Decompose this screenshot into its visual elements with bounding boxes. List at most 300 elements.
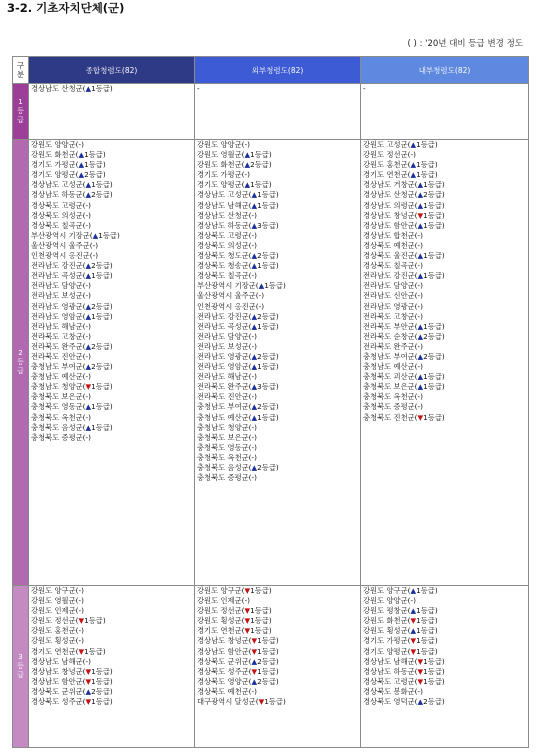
grade-change: (▼1등급) — [414, 666, 445, 676]
list-item — [363, 596, 528, 606]
grade-change: (▲1등급) — [248, 261, 279, 271]
entity-name: 경상남도 창녕군 — [197, 636, 249, 646]
grade-change: (▼1등급) — [407, 646, 438, 656]
entity-name: 경상북도 영양군 — [197, 676, 249, 686]
list-item — [197, 281, 360, 291]
entity-name: 강원도 화천군 — [363, 616, 408, 626]
grade-change: (▲2등급) — [82, 362, 113, 372]
grade1-external-cell — [195, 84, 361, 140]
list-item — [31, 596, 194, 606]
section-title: 3-2. 기초자치단체(군) — [7, 1, 125, 15]
entity-name: 경상북도 군위군 — [197, 656, 249, 666]
entity-name: 경기도 가평군 — [197, 170, 242, 180]
entity-name: 경기도 연천군 — [363, 170, 408, 180]
entity-name: 전라북도 진안군 — [31, 351, 83, 361]
grade-change: (▲1등급) — [82, 422, 113, 432]
entity-name: 경기도 양평군 — [31, 170, 76, 180]
entity-name: 강원도 양구군 — [31, 586, 76, 595]
entity-name: 전라남도 영광군 — [197, 351, 249, 361]
grade-change: (▲2등급) — [82, 686, 113, 696]
header-external-integrity — [195, 57, 361, 84]
grade2-overall-cell — [29, 140, 195, 586]
grade-change: (▲2등급) — [248, 463, 279, 472]
entity-name: 충청남도 부여군 — [31, 362, 83, 372]
grade-change: (▲2등급) — [248, 311, 279, 321]
entity-name: 경상남도 고성군 — [31, 180, 83, 190]
list-item — [31, 626, 194, 636]
grade-row-3 — [13, 586, 529, 748]
list-item — [31, 302, 194, 312]
list-item — [363, 150, 528, 160]
list-item — [31, 342, 194, 352]
grade-change: (-) — [414, 392, 423, 402]
grade-change: (▲1등급) — [407, 586, 438, 595]
grade-change: (▲2등급) — [82, 261, 113, 271]
grade-change: (▼1등급) — [75, 616, 106, 626]
entity-name: 경상북도 청도군 — [197, 251, 249, 261]
list-item — [31, 586, 194, 596]
list-item — [197, 636, 360, 646]
list-item — [197, 413, 360, 423]
grade-label-3: 3 등 급 — [13, 586, 29, 748]
entity-name: 전라남도 담양군 — [31, 281, 83, 291]
entity-name: 강원도 양구군 — [363, 586, 408, 595]
entity-name: 전라북도 완주군 — [197, 382, 249, 392]
grade2-overall-list — [29, 140, 194, 443]
grade-change: (▼1등급) — [248, 646, 279, 656]
grade-change: (-) — [248, 432, 257, 442]
list-item — [363, 606, 528, 616]
grade-change: (-) — [82, 220, 91, 230]
grade-change: (▲1등급) — [407, 170, 438, 180]
entity-name: 강원도 인제군 — [197, 596, 242, 606]
entity-name: 전라북도 부안군 — [363, 321, 415, 331]
list-item — [363, 241, 528, 251]
list-item — [363, 160, 528, 170]
entity-name: 전라남도 곡성군 — [197, 321, 249, 331]
entity-name: 강원도 화천군 — [31, 150, 76, 160]
grade-change: (-) — [414, 281, 423, 291]
grade-change: (▲1등급) — [407, 160, 438, 170]
grade-change: (-) — [248, 341, 257, 351]
grade-change: (▲1등급) — [414, 200, 445, 210]
grade-change: (-) — [407, 596, 416, 606]
grade-change: (▲1등급) — [82, 311, 113, 321]
list-item — [31, 201, 194, 211]
grade-change: (▲1등급) — [414, 382, 445, 392]
list-item — [31, 667, 194, 677]
grade-change: (-) — [414, 230, 423, 240]
list-item — [197, 291, 360, 301]
table-header-row — [13, 57, 529, 84]
grade2-external-cell — [195, 140, 361, 586]
entity-name: 경상북도 청송군 — [197, 261, 249, 271]
list-item — [363, 647, 528, 657]
list-item — [197, 392, 360, 402]
grade-change: (▲1등급) — [89, 230, 120, 240]
entity-name: 울산광역시 울주군 — [197, 291, 256, 301]
entity-name: 경상북도 의성군 — [197, 240, 249, 250]
entity-name: 경상남도 하동군 — [197, 220, 249, 230]
entity-name: 경상북도 고령군 — [31, 200, 83, 210]
entity-name: 전라남도 담양군 — [197, 331, 249, 341]
grade-label-1: 1 등 급 — [13, 84, 29, 140]
entity-name: 강원도 정선군 — [31, 616, 76, 626]
grade-change: (-) — [248, 686, 257, 696]
list-item — [197, 84, 360, 94]
grade-table — [12, 56, 529, 748]
entity-name: 충청북도 진천군 — [363, 412, 415, 422]
grade-change: (▼1등급) — [248, 666, 279, 676]
list-item — [363, 281, 528, 291]
grade-change: (▲1등급) — [248, 200, 279, 210]
entity-name: 경상북도 성주군 — [197, 666, 249, 676]
grade-change: (-) — [248, 372, 257, 382]
list-item — [197, 211, 360, 221]
entity-name: 충청북도 보은군 — [363, 382, 415, 392]
grade-change: (-) — [248, 422, 257, 432]
list-item — [363, 261, 528, 271]
list-item — [197, 402, 360, 412]
list-item — [197, 352, 360, 362]
grade3-internal-cell — [361, 586, 529, 748]
list-item — [31, 362, 194, 372]
grade-change: (-) — [82, 210, 91, 220]
grade-change: (▲2등급) — [248, 402, 279, 412]
grade-change: (-) — [82, 321, 91, 331]
list-item — [197, 606, 360, 616]
list-item — [363, 392, 528, 402]
grade-change: (▲1등급) — [82, 84, 113, 93]
grade-change: (-) — [248, 271, 257, 281]
list-item — [31, 402, 194, 412]
entity-name: 경상북도 의성군 — [31, 210, 83, 220]
list-item — [31, 423, 194, 433]
list-item — [197, 667, 360, 677]
list-item — [31, 647, 194, 657]
list-item — [363, 251, 528, 261]
list-item — [363, 372, 528, 382]
grade-change: (▲1등급) — [414, 220, 445, 230]
list-item — [197, 322, 360, 332]
grade-change: (▲1등급) — [82, 180, 113, 190]
grade-change: (-) — [414, 261, 423, 271]
list-item — [197, 423, 360, 433]
grade2-internal-cell — [361, 140, 529, 586]
grade-change: (▼1등급) — [82, 676, 113, 686]
entity-name: 경상남도 산청군 — [31, 84, 83, 93]
entity-name: 강원도 영월군 — [31, 596, 76, 606]
entity-name: 충청북도 보은군 — [197, 432, 249, 442]
entity-name: 경상북도 울진군 — [363, 251, 415, 261]
grade-change: (-) — [75, 636, 84, 646]
entity-name: 인천광역시 옹진군 — [197, 301, 256, 311]
entity-name: 충청남도 청양군 — [31, 382, 83, 392]
list-item — [363, 402, 528, 412]
entity-name: 경상북도 군위군 — [31, 686, 83, 696]
list-item — [31, 271, 194, 281]
list-item — [197, 362, 360, 372]
grade-change: (-) — [414, 311, 423, 321]
list-item — [197, 180, 360, 190]
grade-change: (-) — [248, 473, 257, 483]
entity-name: 경상북도 봉화군 — [363, 686, 415, 696]
list-item — [31, 150, 194, 160]
grade-change: (▼1등급) — [241, 606, 272, 616]
grade-change: (▼1등급) — [82, 697, 113, 707]
grade-change: (▲1등급) — [407, 626, 438, 636]
entity-name: 경상남도 합천군 — [363, 230, 415, 240]
list-item — [197, 261, 360, 271]
list-item — [197, 241, 360, 251]
grade-change: (-) — [82, 392, 91, 402]
list-item — [363, 616, 528, 626]
entity-name: 충청북도 음성군 — [197, 463, 249, 472]
list-item — [197, 342, 360, 352]
grade-change: (▲2등급) — [82, 301, 113, 311]
grade-change: (▼1등급) — [241, 586, 272, 595]
list-item — [31, 636, 194, 646]
grade1-internal-cell — [361, 84, 529, 140]
list-item — [31, 677, 194, 687]
list-item — [197, 170, 360, 180]
list-item — [363, 342, 528, 352]
grade-change: (▲3등급) — [248, 220, 279, 230]
grade-change: (-) — [414, 341, 423, 351]
grade-change: (▼1등급) — [407, 636, 438, 646]
entity-name: 전라남도 영암군 — [197, 362, 249, 372]
entity-name: 충청남도 부여군 — [363, 351, 415, 361]
entity-name: 경상남도 함안군 — [31, 676, 83, 686]
list-item — [31, 433, 194, 443]
list-item — [197, 221, 360, 231]
entity-name: 전라북도 완주군 — [31, 341, 83, 351]
grade-change: (▲2등급) — [241, 160, 272, 170]
entity-name: 경상북도 고령군 — [363, 676, 415, 686]
entity-name: 전라남도 영암군 — [31, 311, 83, 321]
grade-change: (▲1등급) — [407, 140, 438, 149]
grade-change: (▼1등급) — [255, 697, 286, 707]
grade-change: (▲1등급) — [82, 271, 113, 281]
grade-change: (▼1등급) — [241, 616, 272, 626]
list-item — [31, 221, 194, 231]
entity-name: 경상북도 예천군 — [197, 686, 249, 696]
entity-name: 강원도 고성군 — [363, 140, 408, 149]
list-item — [363, 362, 528, 372]
list-item — [197, 201, 360, 211]
grade-change: (▲1등급) — [414, 180, 445, 190]
grade-change: (▲1등급) — [241, 150, 272, 160]
list-item — [363, 352, 528, 362]
entity-name: 경상북도 칠곡군 — [31, 220, 83, 230]
list-item — [31, 697, 194, 707]
list-item — [363, 667, 528, 677]
grade-change: (▲1등급) — [414, 271, 445, 281]
entity-name: 경기도 양평군 — [197, 180, 242, 190]
list-item — [31, 413, 194, 423]
list-item — [197, 677, 360, 687]
list-item — [197, 251, 360, 261]
list-item — [31, 241, 194, 251]
entity-name: 전라남도 해남군 — [31, 321, 83, 331]
entity-name: 전라북도 순창군 — [363, 331, 415, 341]
list-item — [31, 616, 194, 626]
grade-row-2 — [13, 140, 529, 586]
entity-name: 강원도 정선군 — [197, 606, 242, 616]
grade-change: (-) — [414, 301, 423, 311]
entity-name: 전라북도 고창군 — [31, 331, 83, 341]
grade3-overall-cell — [29, 586, 195, 748]
entity-name: 경상남도 하동군 — [31, 190, 83, 200]
entity-name: 충청남도 예산군 — [197, 412, 249, 422]
grade1-external-list — [195, 84, 360, 94]
grade-change: (-) — [82, 432, 91, 442]
grade-change: (-) — [407, 150, 416, 160]
grade-change: (▼1등급) — [407, 616, 438, 626]
list-item — [197, 687, 360, 697]
grade-change: (▲1등급) — [255, 281, 286, 291]
grade-change: (▲2등급) — [414, 697, 445, 707]
grade-change: (▲2등급) — [82, 190, 113, 200]
entity-name: 강원도 양양군 — [31, 140, 76, 149]
grade-change: (▲1등급) — [407, 606, 438, 616]
list-item — [31, 372, 194, 382]
grade-change: (▲1등급) — [241, 180, 272, 190]
grade-change: (-) — [82, 351, 91, 361]
grade-change: (▲1등급) — [248, 362, 279, 372]
list-item — [363, 312, 528, 322]
grade-change: (-) — [414, 686, 423, 696]
entity-name: 경기도 연천군 — [197, 626, 242, 636]
entity-name: 경상남도 남해군 — [31, 656, 83, 666]
entity-name: 부산광역시 기장군 — [197, 281, 256, 291]
entity-name: 경상북도 예천군 — [363, 240, 415, 250]
entity-name: - — [197, 84, 200, 93]
entity-name: 강원도 횡성군 — [31, 636, 76, 646]
grade-change: (▼1등급) — [414, 676, 445, 686]
entity-name: 경기도 가평군 — [363, 636, 408, 646]
list-item — [363, 413, 528, 423]
entity-name: 경상남도 산청군 — [363, 190, 415, 200]
header-col3-label: 내부청렴도(82) — [418, 65, 471, 75]
grade-change: (-) — [82, 281, 91, 291]
header-col2-label: 외부청렴도(82) — [251, 65, 304, 75]
list-item — [31, 291, 194, 301]
entity-name: 전라남도 영광군 — [363, 301, 415, 311]
list-item — [363, 677, 528, 687]
list-item — [363, 231, 528, 241]
entity-name: 전라남도 담양군 — [363, 281, 415, 291]
list-item — [197, 657, 360, 667]
list-item — [197, 586, 360, 596]
entity-name: 충청남도 청양군 — [197, 422, 249, 432]
entity-name: 전라북도 진안군 — [197, 392, 249, 402]
grade1-overall-cell — [29, 84, 195, 140]
entity-name: 경상남도 창녕군 — [363, 210, 415, 220]
list-item — [31, 160, 194, 170]
entity-name: 충청북도 옥천군 — [31, 412, 83, 422]
list-item — [363, 626, 528, 636]
entity-name: 경상남도 거창군 — [363, 180, 415, 190]
list-item — [363, 180, 528, 190]
grade2-external-list — [195, 140, 360, 483]
list-item — [363, 211, 528, 221]
list-item — [363, 322, 528, 332]
grade-change: (-) — [414, 240, 423, 250]
list-item — [197, 616, 360, 626]
grade-change: (-) — [82, 291, 91, 301]
entity-name: 강원도 홍천군 — [31, 626, 76, 636]
grade-change: (▲2등급) — [414, 331, 445, 341]
entity-name: 충청북도 옥천군 — [363, 392, 415, 402]
grade-change: (▲3등급) — [248, 382, 279, 392]
grade-change: (▲2등급) — [414, 190, 445, 200]
grade-change: (-) — [414, 291, 423, 301]
entity-name: 경상남도 남해군 — [197, 200, 249, 210]
entity-name: 강원도 횡성군 — [197, 616, 242, 626]
entity-name: 전라남도 보성군 — [197, 341, 249, 351]
list-item — [197, 453, 360, 463]
entity-name: 강원도 정선군 — [363, 150, 408, 160]
header-col1-label: 종합청렴도(82) — [85, 65, 138, 75]
entity-name: - — [363, 84, 366, 93]
grade-change: (-) — [248, 210, 257, 220]
list-item — [31, 332, 194, 342]
grade-change: (-) — [75, 140, 84, 149]
list-item — [363, 271, 528, 281]
list-item — [363, 170, 528, 180]
entity-name: 강원도 양구군 — [197, 586, 242, 595]
grade-change: (-) — [82, 656, 91, 666]
entity-name: 경상북도 성주군 — [31, 697, 83, 707]
grade-change: (-) — [248, 392, 257, 402]
entity-name: 충청북도 옥천군 — [197, 452, 249, 462]
entity-name: 인천광역시 옹진군 — [31, 251, 90, 261]
list-item — [363, 382, 528, 392]
list-item — [363, 687, 528, 697]
list-item — [31, 352, 194, 362]
grade-change: (-) — [82, 331, 91, 341]
list-item — [31, 322, 194, 332]
list-item — [31, 261, 194, 271]
grade-row-1 — [13, 84, 529, 140]
grade-change: (▲2등급) — [248, 656, 279, 666]
entity-name: 대구광역시 달성군 — [197, 697, 256, 707]
grade-change: (▲2등급) — [248, 251, 279, 261]
header-gubun — [13, 57, 29, 84]
list-item — [197, 647, 360, 657]
entity-name: 부산광역시 기장군 — [31, 230, 90, 240]
entity-name: 충청북도 음성군 — [31, 422, 83, 432]
entity-name: 충청북도 증평군 — [363, 402, 415, 412]
grade-change: (-) — [248, 452, 257, 462]
list-item — [197, 463, 360, 473]
entity-name: 충청남도 예산군 — [363, 362, 415, 372]
list-item — [31, 140, 194, 150]
list-item — [197, 190, 360, 200]
entity-name: 전라남도 강진군 — [31, 261, 83, 271]
list-item — [197, 302, 360, 312]
grade-change: (-) — [414, 362, 423, 372]
list-item — [363, 140, 528, 150]
grade3-overall-list — [29, 586, 194, 707]
grade-change: (▲1등급) — [248, 321, 279, 331]
list-item — [31, 382, 194, 392]
list-item — [197, 443, 360, 453]
entity-name: 경상남도 창녕군 — [31, 666, 83, 676]
entity-name: 강원도 횡성군 — [363, 626, 408, 636]
header-overall-integrity — [29, 57, 195, 84]
